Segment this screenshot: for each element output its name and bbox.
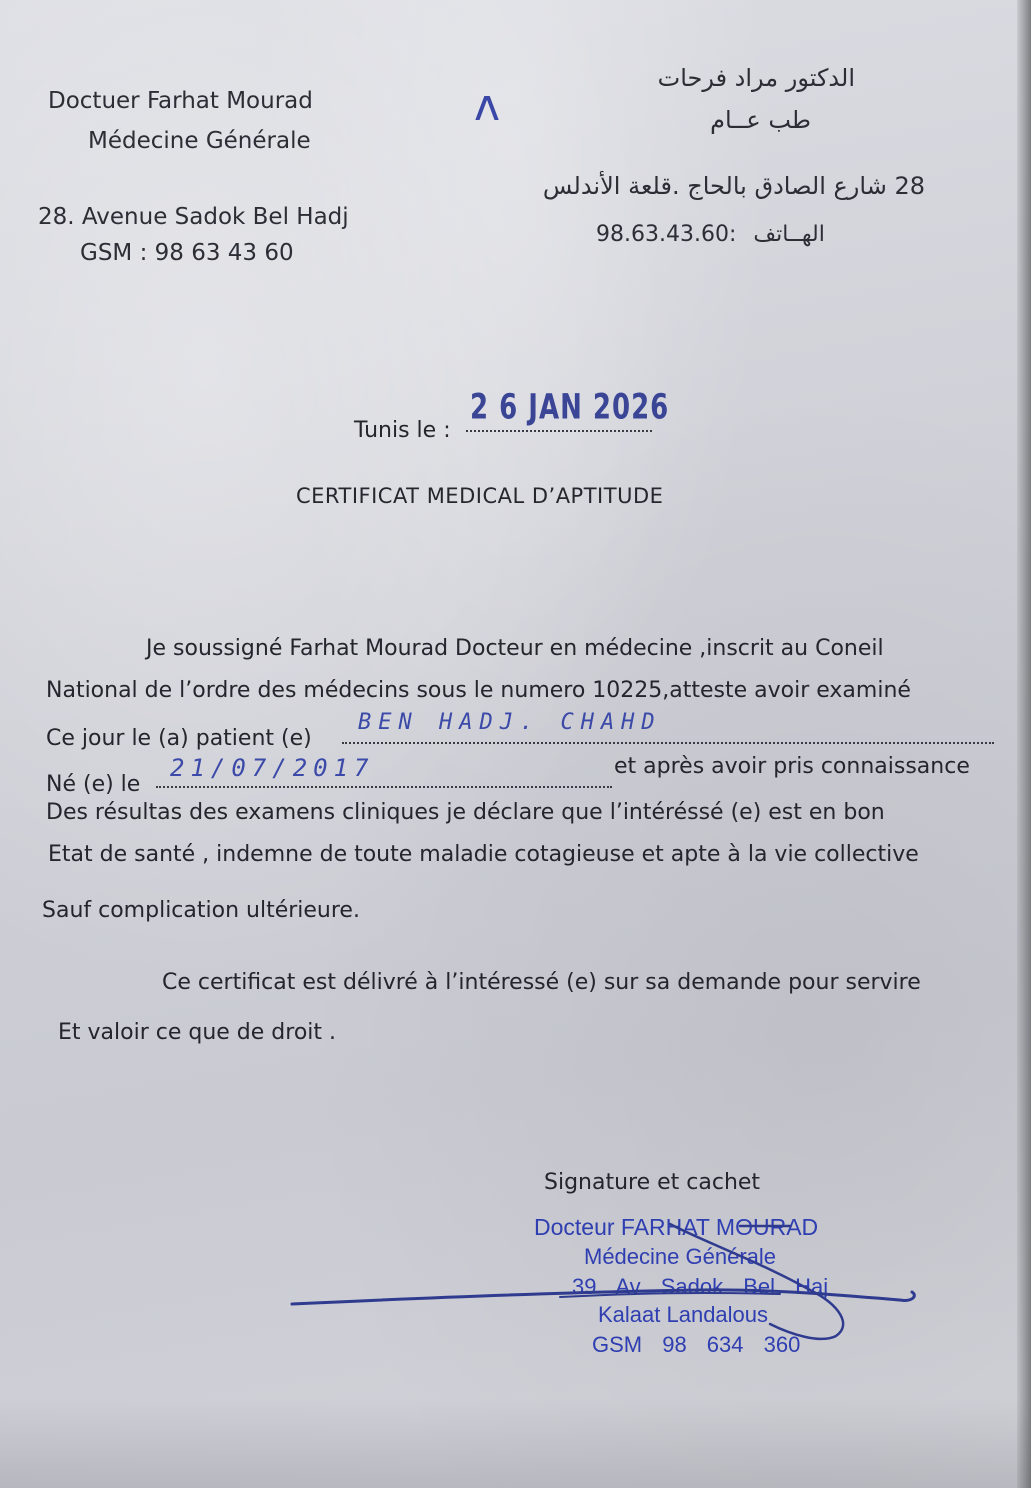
stamp-line-1: Docteur FARHAT MOURAD	[534, 1214, 819, 1240]
page-right-edge	[1017, 0, 1031, 1488]
header-address-arabic: 28 شارع الصادق بالحاج .قلعة الأندلس	[542, 172, 925, 200]
header-doctor-name: Doctuer Farhat Mourad	[48, 88, 313, 114]
body-line-6: Etat de santé , indemne de toute maladie cotagieuse et apte à la vie collective	[48, 842, 919, 867]
signature-label: Signature et cachet	[544, 1170, 761, 1195]
header-specialty-arabic: طب عــام	[710, 106, 811, 134]
header-phone-label-arabic: الهــاتف	[753, 222, 825, 247]
body-line-3-prefix: Ce jour le (a) patient (e)	[46, 726, 312, 751]
header-doctor-name-arabic: الدكتور مراد فرحات	[657, 64, 855, 92]
body-line-4-suffix: et après avoir pris connaissance	[614, 754, 970, 779]
header-phone: GSM : 98 63 43 60	[80, 240, 294, 266]
stamp-line-2: Médecine Générale	[584, 1244, 777, 1269]
date-label: Tunis le :	[354, 418, 451, 443]
body-line-8: Ce certificat est délivré à l’intéressé (e) sur sa demande pour servire	[162, 970, 921, 995]
handwritten-mark: ʌ	[474, 80, 501, 131]
body-line-1: Je soussigné Farhat Mourad Docteur en médecine ,inscrit au Coneil	[146, 636, 884, 661]
birth-date: 21/07/2017	[170, 754, 375, 782]
body-line-4-prefix: Né (e) le	[46, 772, 141, 797]
body-line-5: Des résultas des examens cliniques je déclare que l’intéréssé (e) est en bon	[46, 800, 885, 825]
header-specialty: Médecine Générale	[88, 128, 311, 154]
stamp-line-5: GSM 98 634 360	[592, 1332, 801, 1357]
page-bottom-shade	[0, 1398, 1031, 1488]
stamp-line-3: 39 Av Sadok Bel Haj	[572, 1274, 829, 1299]
body-line-7: Sauf complication ultérieure.	[42, 898, 360, 923]
body-line-2: National de l’ordre des médecins sous le numero 10225,atteste avoir examiné	[46, 678, 911, 703]
patient-name: BEN HADJ. CHAHD	[358, 710, 662, 735]
certificate-title: CERTIFICAT MEDICAL D’APTITUDE	[296, 484, 664, 508]
header-address: 28. Avenue Sadok Bel Hadj	[38, 204, 349, 230]
body-line-9: Et valoir ce que de droit .	[58, 1020, 337, 1045]
stamp-line-4: Kalaat Landalous	[598, 1302, 769, 1327]
header-phone-arabic: 98.63.43.60:	[596, 222, 737, 247]
stamped-date: 2 6 JAN 2026	[470, 387, 670, 428]
